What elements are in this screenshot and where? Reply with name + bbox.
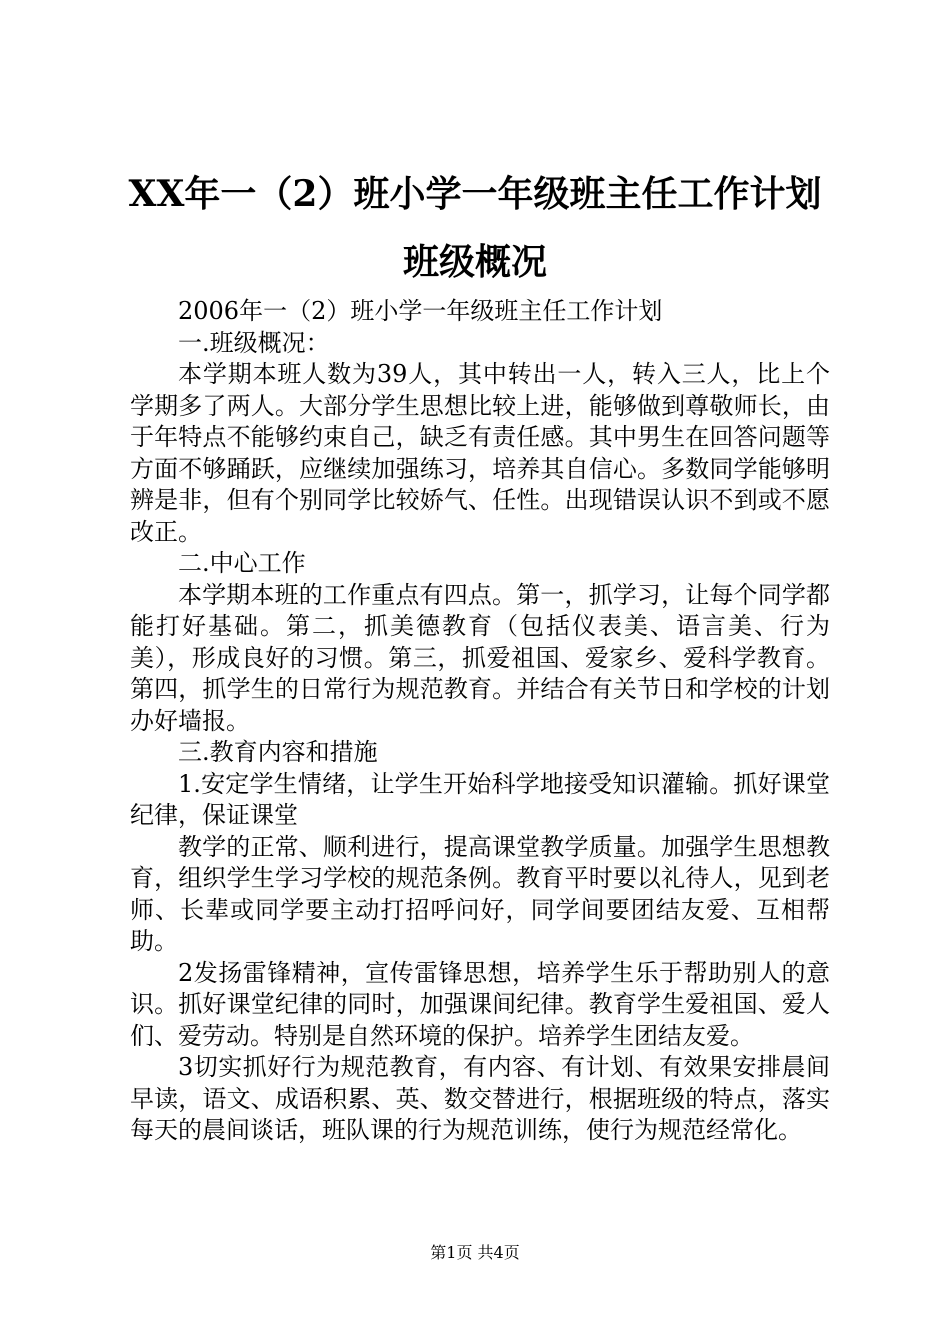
paragraph-measure-3: 3切实抓好行为规范教育，有内容、有计划、有效果安排晨间早读，语文、成语积累、英、数交替进行，根据班级的特点，落实每天的晨间谈话，班队课的行为规范训练，使行为规范经常化。: [130, 1053, 830, 1144]
page-footer: 第1页 共4页: [430, 1243, 520, 1262]
paragraph-central-work: 本学期本班的工作重点有四点。第一，抓学习，让每个同学都能打好基础。第二，抓美德教育（包括仪表美、语言美、行为美），形成良好的习惯。第三，抓爱祖国、爱家乡、爱科学教育。第四，抓学生的日常行为规范教育。并结合有关节日和学校的计划办好墙报。: [130, 580, 830, 735]
document-body: [130, 296, 830, 1147]
paragraph-measure-1-cont: 教学的正常、顺利进行，提高课堂教学质量。加强学生思想教育，组织学生学习学校的规范条例。教育平时要以礼待人，见到老师、长辈或同学要主动打招呼问好，同学间要团结友爱、互相帮助。: [130, 832, 830, 955]
section-heading-central-work: 二.中心工作: [178, 549, 306, 577]
paragraph-measure-1: 1.安定学生情绪，让学生开始科学地接受知识灌输。抓好课堂纪律，保证课堂: [130, 769, 830, 829]
section-heading-class-overview: 一.班级概况：: [178, 328, 330, 357]
paragraph-measure-2: 2发扬雷锋精神，宣传雷锋思想，培养学生乐于帮助别人的意识。抓好课堂纪律的同时，加强课间纪律。教育学生爱祖国、爱人们、爱劳动。特别是自然环境的保护。培养学生团结友爱。: [130, 958, 830, 1050]
section-heading-measures: 三.教育内容和措施: [178, 738, 378, 766]
document-title: XX年一（2）班小学一年级班主任工作计划班级概况: [128, 173, 822, 283]
paragraph-class-overview: 本学期本班人数为39人，其中转出一人，转入三人，比上个学期多了两人。大部分学生思想比较上进，能够做到尊敬师长，由于年特点不能够约束自己，缺乏有责任感。其中男生在回答问题等方面不够踊跃，应继续加强练习，培养其自信心。多数同学能够明辨是非，但有个别同学比较娇气、任性。出现错误认识不到或不愿改正。: [130, 360, 830, 546]
paragraph-subtitle: 2006年一（2）班小学一年级班主任工作计划: [178, 297, 663, 325]
